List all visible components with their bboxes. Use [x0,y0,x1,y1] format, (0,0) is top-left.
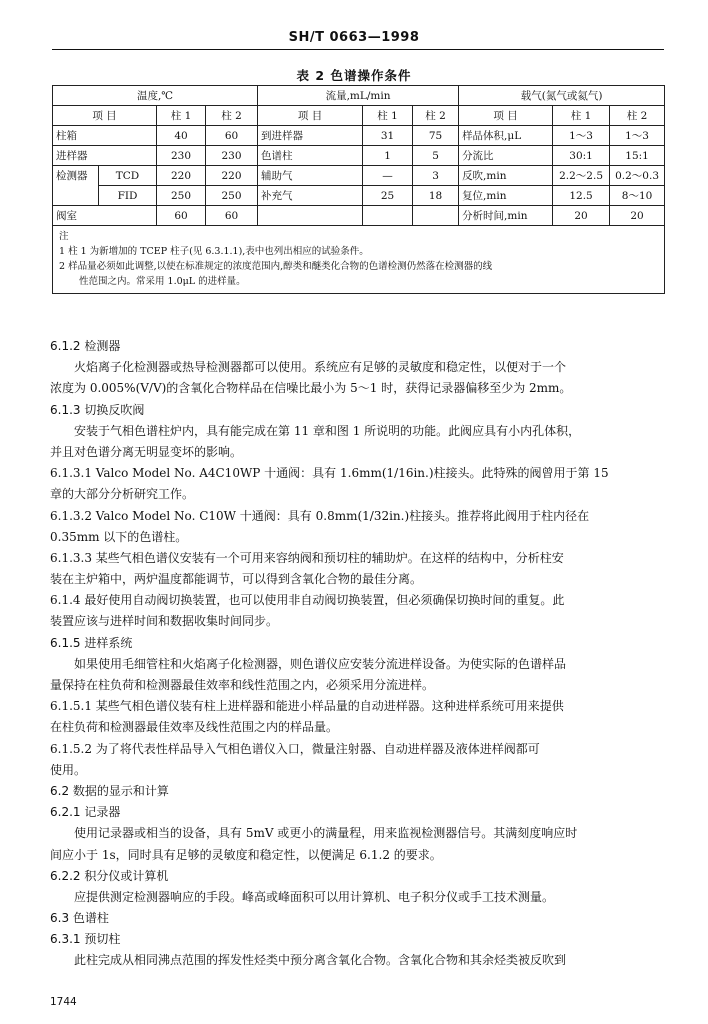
table-cell: 20 [553,206,610,226]
note-label: 注 [59,231,69,242]
table-cell: 8～10 [610,186,665,206]
sub-header-col1: 柱 1 [553,106,610,126]
table-cell: 样品体积,μL [459,126,553,146]
standard-code: SH/T 0663—1998 [288,30,420,45]
table-cell: 2.2～2.5 [553,166,610,186]
table-cell: 60 [206,126,258,146]
sub-header-item: 项 目 [258,106,363,126]
paragraph-line: 6.1.3.1 Valco Model No. A4C10WP 十通阀：具有 1.6mm(1/16in.)柱接头。此特殊的阀曾用于第 15 [50,466,609,481]
table-cell: 75 [413,126,459,146]
note-line: 2 样品量必须如此调整,以使在标准规定的浓度范围内,醇类和醚类化合物的色谱检测仍然落在检测器的线 [59,261,493,272]
table-row [53,126,665,146]
table-notes [53,226,665,294]
table-cell: 230 [206,146,258,166]
page-number: 1744 [50,996,77,1008]
table-cell [413,206,459,226]
table-row [53,186,665,206]
paragraph-line: 装置应该与进样时间和数据收集时间同步。 [50,614,279,629]
sub-header-col2: 柱 2 [413,106,459,126]
group-header-temperature: 温度,℃ [53,86,258,106]
table-cell: 250 [157,186,206,206]
paragraph-line: 火焰离子化检测器或热导检测器都可以使用。系统应有足够的灵敏度和稳定性，以便对于一个 [74,360,567,375]
table-cell: 60 [157,206,206,226]
table-row [53,166,665,186]
chromatography-conditions-table [52,85,665,294]
paragraph-line: 浓度为 0.005%(V/V)的含氧化合物样品在信噪比最小为 5～1 时，获得记录器偏移至少为 2mm。 [50,381,572,396]
table-cell: 30:1 [553,146,610,166]
table-row [53,206,665,226]
section-heading: 6.1.3 切换反吹阀 [50,402,145,417]
table-cell: 分流比 [459,146,553,166]
table-cell: 3 [413,166,459,186]
table-row [53,146,665,166]
table-cell: 60 [206,206,258,226]
paragraph-line: 并且对色谱分离无明显变坏的影响。 [50,444,243,459]
group-header-flow: 流量,mL/min [258,86,459,106]
table-cell: 1～3 [553,126,610,146]
table-cell [363,206,413,226]
table-cell: 1 [363,146,413,166]
table-cell [258,206,363,226]
paragraph-line: 如果使用毛细管柱和火焰离子化检测器，则色谱仪应安装分流进样设备。为使实际的色谱样品 [74,656,567,671]
paragraph-line: 装在主炉箱中，两炉温度都能调节，可以得到含氧化合物的最佳分离。 [50,572,423,587]
table-cell: 柱箱 [53,126,157,146]
table-cell: 18 [413,186,459,206]
table-sub-header-row [53,106,665,126]
sub-header-col2: 柱 2 [610,106,665,126]
table-cell: 40 [157,126,206,146]
header-rule [52,49,664,50]
paragraph-line: 使用记录器或相当的设备，具有 5mV 或更小的满量程，用来监视检测器信号。其满刻度响应时 [74,826,578,841]
table-cell: 检测器 [53,166,99,186]
table-cell: 15:1 [610,146,665,166]
paragraph-line: 6.1.3.3 某些气相色谱仪安装有一个可用来容纳阀和预切柱的辅助炉。在这样的结构中，分析柱安 [50,550,564,565]
section-heading: 6.2.2 积分仪或计算机 [50,868,169,883]
paragraph-line: 6.1.5.1 某些气相色谱仪装有柱上进样器和能进小样品量的自动进样器。这种进样系统可用来提供 [50,699,564,714]
note-line: 性范围之内。常采用 1.0μL 的进样量。 [79,276,246,287]
sub-header-col1: 柱 1 [363,106,413,126]
table-cell: 5 [413,146,459,166]
table-cell: 到进样器 [258,126,363,146]
table-cell: 31 [363,126,413,146]
body-text [50,336,666,972]
table-notes-row [53,226,665,294]
paragraph-line: 在柱负荷和检测器最佳效率及线性范围之内的样品量。 [50,720,339,735]
sub-header-col1: 柱 1 [157,106,206,126]
section-heading: 6.3.1 预切柱 [50,932,121,947]
table-cell: — [363,166,413,186]
paragraph-line: 量保持在柱负荷和检测器最佳效率和线性范围之内，必须采用分流进样。 [50,678,435,692]
paragraph-line: 应提供测定检测器响应的手段。峰高或峰面积可以用计算机、电子积分仪或手工技术测量。 [74,889,555,904]
table-cell [53,186,99,206]
paragraph-line: 0.35mm 以下的色谱柱。 [50,529,188,544]
table-cell: 12.5 [553,186,610,206]
table-cell: 20 [610,206,665,226]
table-cell: 反吹,min [459,166,553,186]
paragraph-line: 安装于气相色谱柱炉内，具有能完成在第 11 章和图 1 所说明的功能。此阀应具有小内孔体积， [74,423,581,438]
table-cell: 辅助气 [258,166,363,186]
paragraph-line: 6.1.4 最好使用自动阀切换装置，也可以使用非自动阀切换装置，但必须确保切换时间的重复。此 [50,593,565,608]
table-cell: TCD [99,166,157,186]
table-cell: 250 [206,186,258,206]
section-heading: 6.2.1 记录器 [50,805,121,820]
paragraph-line: 6.1.5.2 为了将代表性样品导入气相色谱仪入口，微量注射器、自动进样器及液体进样阀都可 [50,741,540,756]
paragraph-line: 章的大部分分析研究工作。 [50,487,195,502]
table-cell: 25 [363,186,413,206]
table-cell: 阀室 [53,206,157,226]
table-cell: 1～3 [610,126,665,146]
sub-header-item: 项 目 [53,106,157,126]
section-heading: 6.1.5 进样系统 [50,635,133,650]
section-heading: 6.2 数据的显示和计算 [50,783,169,798]
table-cell: 0.2～0.3 [610,166,665,186]
sub-header-item: 项 目 [459,106,553,126]
table-cell: FID [99,186,157,206]
table-cell: 补充气 [258,186,363,206]
table-title: 表 2 色谱操作条件 [296,68,412,83]
paragraph-line: 使用。 [50,762,87,777]
table-cell: 220 [157,166,206,186]
section-heading: 6.1.2 检测器 [50,339,121,353]
note-line: 1 柱 1 为新增加的 TCEP 柱子(见 6.3.1.1),表中也列出相应的试验条件。 [59,246,369,257]
table-cell: 分析时间,min [459,206,553,226]
table-cell: 220 [206,166,258,186]
group-header-carrier-gas: 载气(氮气或氦气) [459,86,665,106]
table-cell: 230 [157,146,206,166]
section-heading: 6.3 色谱柱 [50,911,109,926]
table-cell: 复位,min [459,186,553,206]
table-group-header-row [53,86,665,106]
table-cell: 进样器 [53,146,157,166]
paragraph-line: 此柱完成从相同沸点范围的挥发性烃类中预分离含氧化合物。含氧化合物和其余烃类被反吹到 [74,953,567,968]
table-cell: 色谱柱 [258,146,363,166]
paragraph-line: 间应小于 1s，同时具有足够的灵敏度和稳定性，以便满足 6.1.2 的要求。 [50,847,442,862]
sub-header-col2: 柱 2 [206,106,258,126]
paragraph-line: 6.1.3.2 Valco Model No. C10W 十通阀：具有 0.8mm(1/32in.)柱接头。推荐将此阀用于柱内径在 [50,508,590,523]
